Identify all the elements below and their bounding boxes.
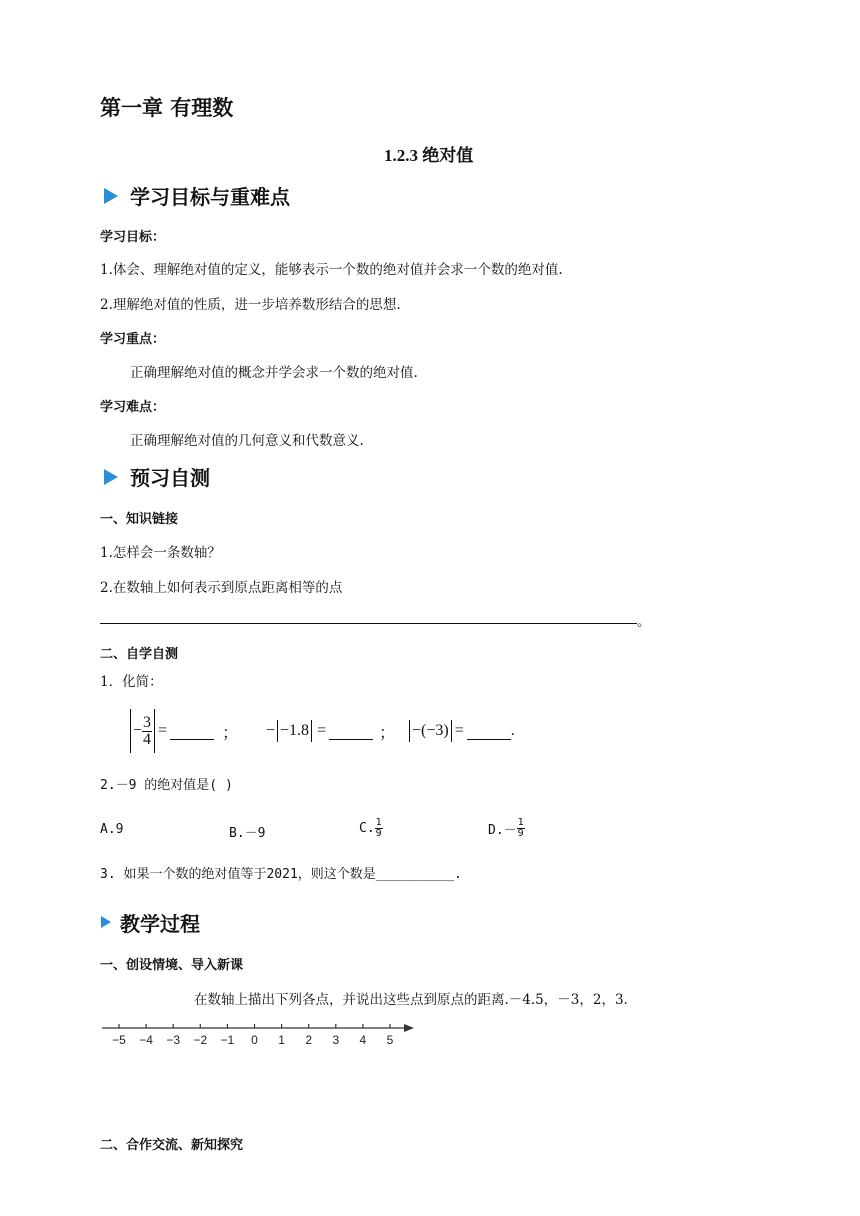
denominator: 4: [143, 730, 152, 748]
axis-tick-label: −3: [166, 1033, 181, 1047]
axis-tick-label: 2: [305, 1033, 313, 1047]
answer-line-end: 。: [637, 614, 651, 630]
arrow-head-icon: [404, 1024, 414, 1032]
equals-sign: =: [454, 722, 464, 739]
axis-tick-label: −5: [112, 1033, 126, 1047]
expression-1: [130, 708, 238, 754]
key-label: 学习重点：: [100, 332, 166, 347]
question-2: 2.在数轴上如何表示到原点距离相等的点: [100, 580, 343, 596]
question-3: 3. 如果一个数的绝对值等于2021，则这个数是__________.: [100, 867, 462, 882]
mc-question: 2.－9 的绝对值是( ): [100, 778, 233, 793]
denominator: 9: [517, 828, 524, 839]
answer-line: [100, 623, 637, 624]
numerator: 1: [375, 817, 382, 828]
intro-text: 在数轴上描出下列各点，并说出这些点到原点的距离.－4.5，－3，2，3.: [194, 992, 628, 1008]
question-1: 1.怎样会一条数轴？: [100, 545, 221, 561]
section-arrow-icon: [104, 469, 118, 485]
difficulty-label: 学习难点：: [100, 400, 166, 415]
abs-bar: [277, 720, 278, 742]
section-heading-goals: 学习目标与重难点: [130, 185, 290, 209]
axis-tick-label: −1: [220, 1033, 235, 1047]
abs-bar: [409, 720, 410, 742]
axis-tick-label: 5: [386, 1033, 394, 1047]
axis-tick-label: −2: [193, 1033, 208, 1047]
axis-tick-label: 3: [332, 1033, 340, 1047]
section-arrow-icon: [101, 916, 111, 928]
option-c: [359, 818, 383, 839]
abs-bar: [154, 709, 155, 753]
simplify-label: 1．化简：: [100, 674, 163, 690]
fraction: [375, 818, 383, 839]
key-text: 正确理解绝对值的概念并学会求一个数的绝对值.: [130, 365, 418, 381]
minus-sign: −: [133, 722, 143, 739]
option-prefix: D.－: [488, 823, 517, 838]
option-prefix: C.: [359, 821, 375, 836]
end-dot: .: [510, 722, 515, 739]
difficulty-text: 正确理解绝对值的几何意义和代数意义.: [130, 433, 364, 449]
option-d: [488, 818, 525, 839]
goal-label: 学习目标：: [100, 230, 166, 245]
axis-tick-label: 0: [251, 1033, 258, 1047]
denominator: 9: [375, 828, 382, 839]
answer-blank[interactable]: [467, 723, 511, 740]
chapter-title: 第一章 有理数: [100, 96, 234, 120]
separator: ；: [379, 724, 396, 742]
part-label-knowledge: 一、知识链接: [100, 512, 179, 527]
number-line: [98, 1018, 418, 1050]
abs-content: −1.8: [280, 722, 310, 739]
abs-bar: [451, 720, 452, 742]
option-a: A.9: [100, 822, 124, 837]
lesson-title: 1.2.3 绝对值: [384, 146, 474, 165]
equals-sign: =: [158, 722, 168, 739]
numerator: 3: [143, 713, 152, 731]
option-b: B.－9: [229, 826, 266, 841]
abs-content: −(−3): [412, 722, 449, 739]
separator: ；: [222, 724, 239, 742]
fraction: [142, 715, 152, 748]
section-arrow-icon: [104, 188, 118, 204]
abs-bar: [311, 720, 312, 742]
expression-3: [409, 718, 515, 744]
answer-blank[interactable]: [329, 723, 373, 740]
goal-item-2: 2.理解绝对值的性质，进一步培养数形结合的思想.: [100, 297, 401, 313]
answer-blank[interactable]: [170, 723, 214, 740]
fraction: [517, 818, 525, 839]
part-label-selftest: 二、自学自测: [100, 647, 179, 662]
goal-item-1: 1.体会、理解绝对值的定义，能够表示一个数的绝对值并会求一个数的绝对值.: [100, 262, 563, 278]
axis-tick-label: −4: [139, 1033, 153, 1047]
equals-sign: =: [317, 722, 327, 739]
axis-tick-label: 4: [359, 1033, 367, 1047]
part-label-explore: 二、合作交流、新知探究: [100, 1138, 244, 1153]
section-heading-teaching: 教学过程: [120, 912, 200, 936]
numerator: 1: [517, 817, 524, 828]
minus-sign: −: [266, 722, 276, 739]
part-label-intro: 一、创设情境、导入新课: [100, 958, 244, 973]
abs-bar: [130, 709, 131, 753]
expression-2: [266, 718, 395, 744]
axis-tick-label: 1: [278, 1033, 285, 1047]
section-heading-preview: 预习自测: [130, 466, 210, 490]
